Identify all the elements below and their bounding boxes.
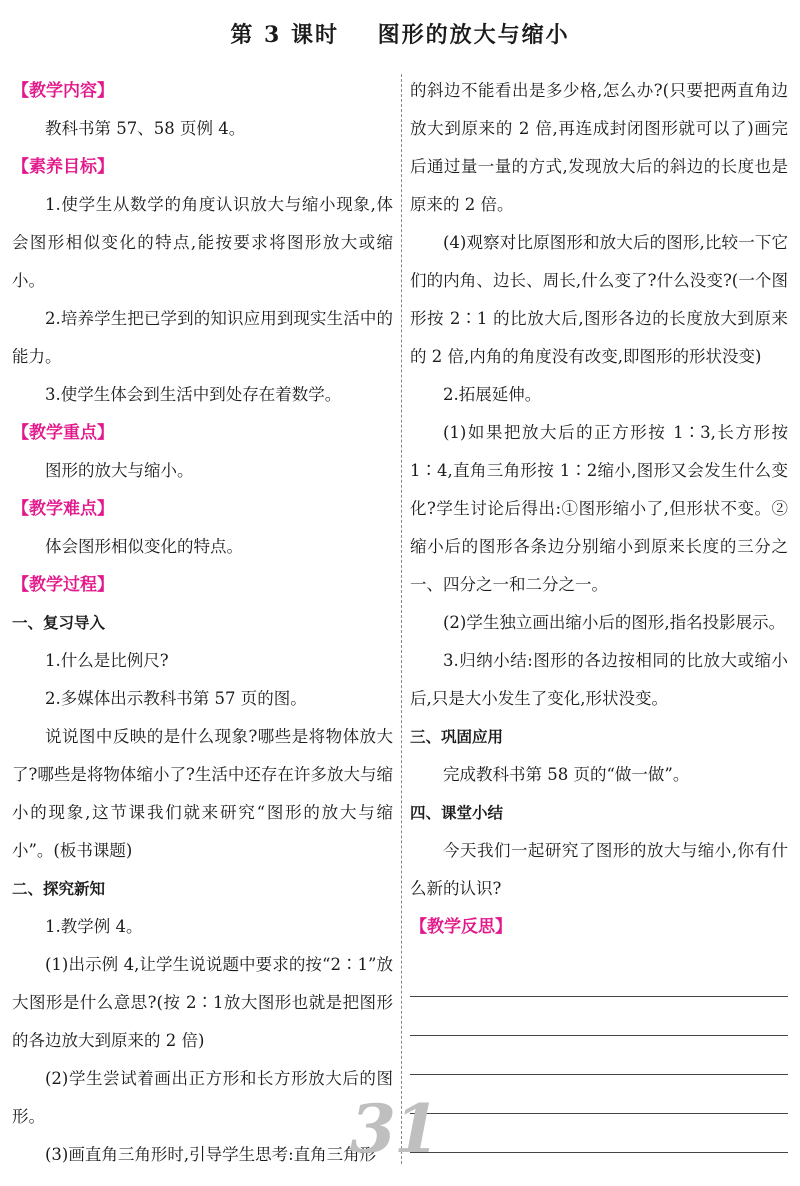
explore-item: (3)画直角三角形时,引导学生思考:直角三角形 bbox=[45, 1145, 377, 1164]
difficulties-heading: 【教学难点】 bbox=[12, 499, 114, 519]
explore-item: 3.归纳小结:图形的各边按相同的比放大或缩小后,只是大小发生了变化,形状没变。 bbox=[410, 651, 788, 708]
explore-item: 1.教学例 4。 bbox=[45, 917, 143, 936]
review-heading: 一、复习导入 bbox=[12, 614, 106, 632]
writing-line bbox=[410, 1075, 788, 1114]
writing-line bbox=[410, 1036, 788, 1075]
column-divider bbox=[401, 74, 402, 1164]
explore-item: (1)如果把放大后的正方形按 1∶3,长方形按1∶4,直角三角形按 1∶2缩小,图形又会发生什么变化?学生讨论后得出:①图形缩小了,但形状不变。②缩小后的图形各条边分别缩小到原来长度的三分之一、四分之一和二分之一。 bbox=[410, 423, 788, 594]
left-column bbox=[12, 72, 393, 1174]
right-column bbox=[410, 72, 788, 1153]
review-item: 2.多媒体出示教科书第 57 页的图。 bbox=[45, 689, 307, 708]
literacy-goal-item: 3.使学生体会到生活中到处存在着数学。 bbox=[45, 385, 342, 404]
teaching-content-heading: 【教学内容】 bbox=[12, 81, 114, 101]
continuation-text: 的斜边不能看出是多少格,怎么办?(只要把两直角边放大到原来的 2 倍,再连成封闭图形就可以了)画完后通过量一量的方式,发现放大后的斜边的长度也是原来的 2 倍。 bbox=[410, 81, 788, 214]
writing-line bbox=[410, 1114, 788, 1153]
page-number: 31 bbox=[350, 1090, 438, 1168]
explore-item: (2)学生独立画出缩小后的图形,指名投影展示。 bbox=[443, 613, 786, 632]
process-heading: 【教学过程】 bbox=[12, 575, 114, 595]
difficulties-text: 体会图形相似变化的特点。 bbox=[45, 537, 243, 556]
explore-item: (4)观察对比原图形和放大后的图形,比较一下它们的内角、边长、周长,什么变了?什么没变?(一个图形按 2∶1 的比放大后,图形各边的长度放大到原来的 2 倍,内角的角度没有改变,即图形的形状没变) bbox=[410, 233, 788, 366]
summary-heading: 四、课堂小结 bbox=[410, 804, 504, 822]
literacy-goals-heading: 【素养目标】 bbox=[12, 157, 114, 177]
key-points-text: 图形的放大与缩小。 bbox=[45, 461, 194, 480]
literacy-goal-item: 2.培养学生把已学到的知识应用到现实生活中的能力。 bbox=[12, 309, 393, 366]
consolidate-heading: 三、巩固应用 bbox=[410, 728, 504, 746]
explore-item: 2.拓展延伸。 bbox=[443, 385, 542, 404]
summary-text: 今天我们一起研究了图形的放大与缩小,你有什么新的认识? bbox=[410, 841, 788, 898]
explore-item: (1)出示例 4,让学生说说题中要求的按“2∶1”放大图形是什么意思?(按 2∶1放大图形也就是把图形的各边放大到原来的 2 倍) bbox=[12, 955, 393, 1050]
key-points-heading: 【教学重点】 bbox=[12, 423, 114, 443]
review-item: 1.什么是比例尺? bbox=[45, 651, 169, 670]
lesson-title: 第 3 课时 图形的放大与缩小 bbox=[230, 22, 570, 48]
reflection-heading: 【教学反思】 bbox=[410, 917, 512, 937]
literacy-goal-item: 1.使学生从数学的角度认识放大与缩小现象,体会图形相似变化的特点,能按要求将图形放大或缩小。 bbox=[12, 195, 393, 290]
explore-heading: 二、探究新知 bbox=[12, 880, 106, 898]
review-item: 说说图中反映的是什么现象?哪些是将物体放大了?哪些是将物体缩小了?生活中还存在许多放大与缩小的现象,这节课我们就来研究“图形的放大与缩小”。(板书课题) bbox=[12, 727, 393, 860]
writing-line bbox=[410, 997, 788, 1036]
writing-line bbox=[410, 958, 788, 997]
reflection-writing-lines bbox=[410, 958, 788, 1153]
explore-item: (2)学生尝试着画出正方形和长方形放大后的图形。 bbox=[12, 1069, 393, 1126]
teaching-content-text: 教科书第 57、58 页例 4。 bbox=[45, 119, 246, 138]
consolidate-text: 完成教科书第 58 页的“做一做”。 bbox=[443, 765, 690, 784]
